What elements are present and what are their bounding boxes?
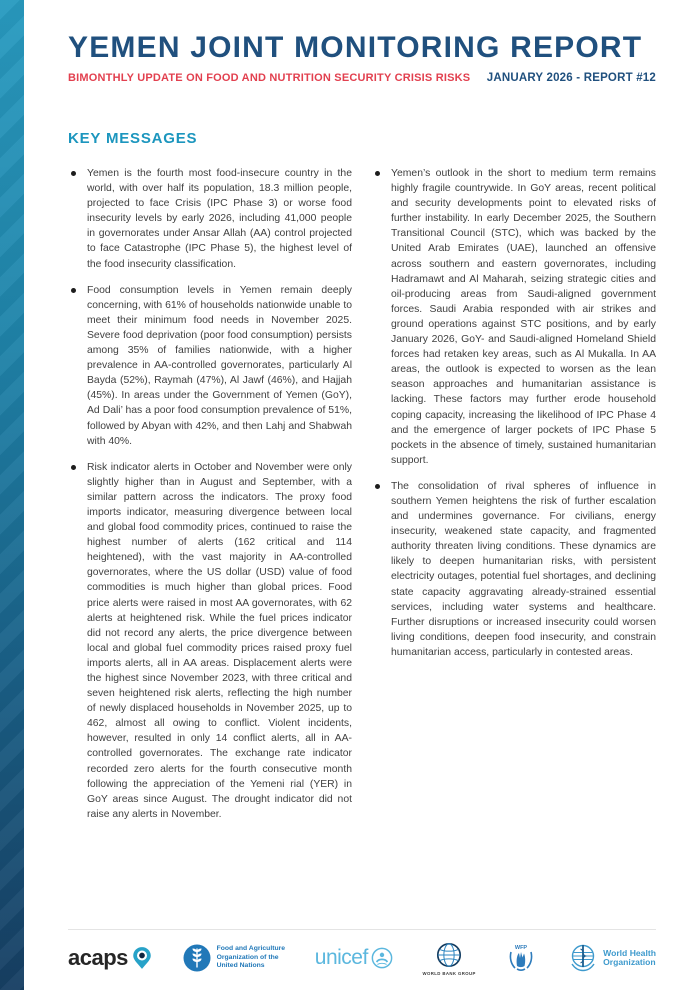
list-item <box>68 460 352 822</box>
fao-wordmark-line: Food and Agriculture <box>216 945 286 953</box>
page-content <box>68 0 656 990</box>
acaps-logo <box>68 945 152 971</box>
partner-logos <box>68 930 656 990</box>
wfp-logo <box>505 942 537 974</box>
who-wordmark <box>603 949 656 968</box>
bullet-text: Risk indicator alerts in October and November were only slightly higher than in August and September, with a similar pattern across the indicators. The proxy food imports indicator, measuring divergence between local and global food commodity prices, continued to raise the highest number of alerts (162 critical and 114 heightened), with the vast majority in AA-controlled governorates, where the US dollar (USD) value of food commodities is much higher than global prices. Food price alerts were raised in most AA governorates, with 62 alerts at heightened risk. While the fuel prices indicator did not record any alerts, the price divergence between local and global fuel commodity prices raised proxy fuel imports alerts, all in AA areas. Displacement alerts were the highest since November 2023, with three critical and seven heightened risk alerts, reflecting the high number of newly displaced households in November 2025, up to 462, almost all owing to conflict. Violent incidents, however, resulted in only 14 conflict alerts, all in AA-controlled governorates. The exchange rate indicator recorded zero alerts for the fourth consecutive month following the appreciation of the Yemeni rial (YER) in GoY areas since August. The drought indicator did not raise any alerts in November. <box>87 461 352 820</box>
fao-logo <box>182 943 285 973</box>
wfp-emblem-icon <box>505 942 537 974</box>
left-column <box>68 166 352 833</box>
world-bank-wordmark: WORLD BANK GROUP <box>422 970 476 976</box>
acaps-wordmark: acaps <box>68 945 128 970</box>
world-bank-logo <box>423 941 476 976</box>
bullet-icon <box>71 171 76 176</box>
globe-icon <box>435 941 463 969</box>
fao-emblem-icon <box>182 943 212 973</box>
who-wordmark-line: Organization <box>603 957 656 967</box>
right-column <box>372 166 656 833</box>
who-wordmark-line: World Health <box>603 947 656 958</box>
bullet-text: Yemen is the fourth most food-insecure country in the world, with over half its population, 18.3 million people, projected to face Crisis (IPC Phase 3) or worse food insecurity levels by early 2026, including 41,000 people in governorates under Ansar Allah (AA) control projected to face Catastrophe (IPC Phase 5), the highest level of the food insecurity classification. <box>87 168 352 270</box>
bullet-text: Yemen’s outlook in the short to medium term remains highly fragile countrywide. In GoY areas, recent political and security developments point to elevated risks of further instability. In early December 2025, the Southern Transitional Council (STC), which was backed by the United Arab Emirates (UAE), launched an offensive across southern and eastern governorates, including Hadramawt and Al Maharah, seizing strategic cities and oil-producing areas from Saudi-aligned government forces. Saudi Arabia responded with air strikes and ground operations against STC positions, and by early January 2026, GoY- and Saudi-aligned Homeland Shield forces had retaken key areas, such as Al Mukalla. In AA areas, the outlook is expected to worsen as the lean season approaches and humanitarian assistance is lacking. These factors may further erode household coping capacity, increasing the likelihood of IPC Phase 4 and the emergence of larger pockets of IPC Phase 5 pockets in the absence of timely, sustained humanitarian support. <box>391 168 656 466</box>
footer <box>68 929 656 990</box>
fao-wordmark-line: Organization of the <box>216 953 279 961</box>
bullet-icon <box>71 465 76 470</box>
svg-text:WFP: WFP <box>515 945 528 951</box>
unicef-emblem-icon <box>371 947 393 969</box>
bullet-icon <box>375 171 380 176</box>
list-item <box>68 283 352 449</box>
page-title: YEMEN JOINT MONITORING REPORT <box>68 31 643 64</box>
bullet-icon <box>71 288 76 293</box>
subtitle-row <box>68 72 656 84</box>
location-pin-icon <box>132 946 152 970</box>
list-item <box>372 166 656 468</box>
fao-wordmark <box>217 945 285 970</box>
bullet-text: The consolidation of rival spheres of influence in southern Yemen heightens the risk of further escalation and undermines governance. For civilians, energy insecurity, weakened state capacity, and fragmented authority threaten living conditions. These dynamics are likely to deepen humanitarian risks, with persistent electricity outages, potential fuel shortages, and declining state capacity aggravating already-strained essential services, including water systems and healthcare. Further disruptions or increased insecurity could worsen living conditions, deepen food insecurity, and constrain humanitarian access, particularly in contested areas. <box>391 480 656 658</box>
bullet-text: Food consumption levels in Yemen remain deeply concerning, with 61% of households nationwide unable to meet their minimum food needs in November 2025. Severe food deprivation (poor food consumption) persists among 35% of families nationwide, with a higher prevalence in AA-controlled governorates, particularly Al Bayda (52%), Raymah (47%), Al Jawf (46%), and Hajjah (45%). In areas under the Government of Yemen (GoY), Ad Dali’ has a poor food consumption prevalence of 51%, followed by Abyan with 42%, and then Lahj and Shabwah with 40%. <box>87 284 352 447</box>
who-emblem-icon <box>567 942 599 974</box>
key-messages-heading: KEY MESSAGES <box>68 130 198 147</box>
report-subtitle: BIMONTHLY UPDATE ON FOOD AND NUTRITION SECURITY CRISIS RISKS <box>68 72 471 84</box>
report-edition: JANUARY 2026 - REPORT #12 <box>486 72 656 84</box>
left-accent-bar <box>0 0 24 990</box>
list-item <box>68 166 352 272</box>
who-logo <box>567 942 656 974</box>
unicef-logo <box>315 946 393 970</box>
fao-wordmark-line: United Nations <box>216 962 265 970</box>
unicef-wordmark: unicef <box>314 946 368 969</box>
list-item <box>372 479 656 660</box>
key-messages-columns <box>68 166 656 833</box>
bullet-icon <box>375 484 380 489</box>
